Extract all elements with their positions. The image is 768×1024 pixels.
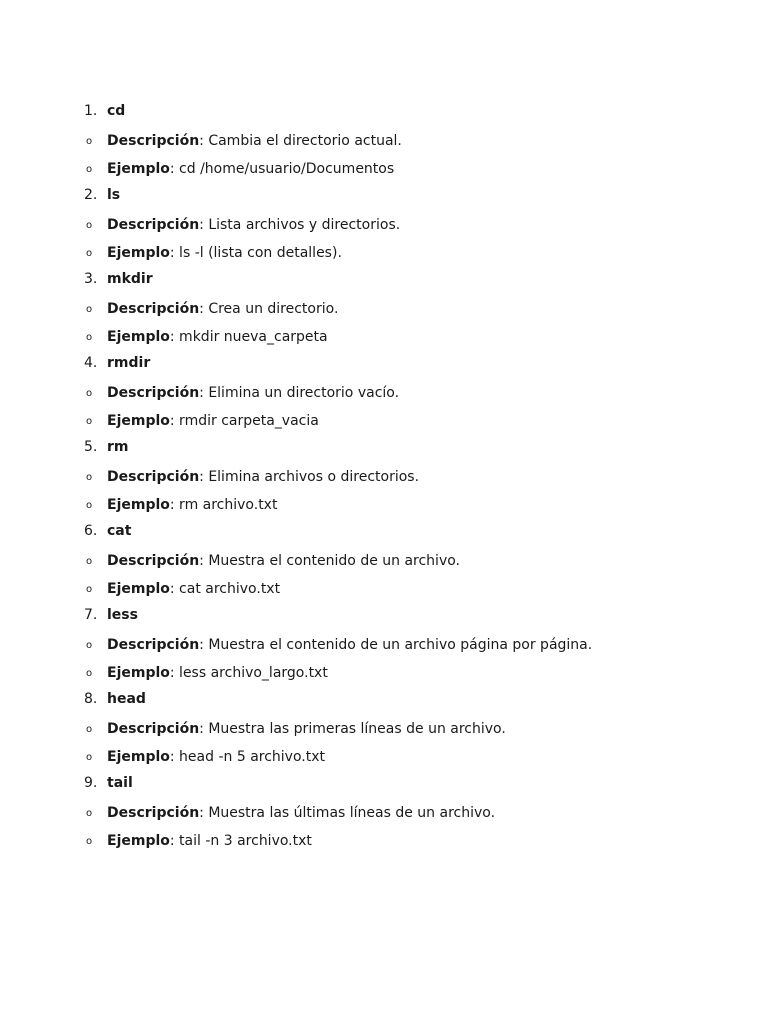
bullet-icon: o (86, 304, 93, 315)
example-value: : ls -l (lista con detalles). (169, 245, 342, 261)
command-heading (0, 99, 768, 123)
description-line (0, 295, 768, 323)
description-value: : Elimina archivos o directorios. (199, 469, 420, 485)
list-number: 6. (84, 523, 98, 539)
bullet-icon: o (86, 136, 93, 147)
sub-item-text (107, 575, 280, 603)
example-line (0, 323, 768, 351)
list-number: 8. (84, 691, 98, 707)
command-item-tail (0, 771, 768, 855)
bullet-icon: o (86, 556, 93, 567)
list-number: 7. (84, 607, 98, 623)
bullet-icon: o (86, 332, 93, 343)
sub-item-text (107, 631, 592, 659)
example-label: Ejemplo (107, 749, 170, 765)
example-label: Ejemplo (107, 329, 170, 345)
command-heading (0, 183, 768, 207)
sub-item-text (107, 491, 277, 519)
description-label: Descripción (107, 385, 200, 401)
bullet-icon: o (86, 808, 93, 819)
description-value: : Muestra el contenido de un archivo. (199, 553, 461, 569)
description-label: Descripción (107, 721, 200, 737)
bullet-icon: o (86, 220, 93, 231)
description-line (0, 799, 768, 827)
example-value: : cat archivo.txt (169, 581, 281, 597)
command-name: tail (107, 775, 133, 791)
command-name: cd (107, 103, 126, 119)
bullet-icon: o (86, 472, 93, 483)
description-label: Descripción (107, 637, 200, 653)
list-number: 4. (84, 355, 98, 371)
command-heading (0, 771, 768, 795)
description-line (0, 127, 768, 155)
command-item-cat (0, 519, 768, 603)
command-heading (0, 435, 768, 459)
example-label: Ejemplo (107, 581, 170, 597)
example-value: : cd /home/usuario/Documentos (169, 161, 395, 177)
description-line (0, 379, 768, 407)
sub-item-text (107, 127, 402, 155)
description-label: Descripción (107, 805, 200, 821)
sub-item-text (107, 295, 338, 323)
example-value: : head -n 5 archivo.txt (169, 749, 325, 765)
bullet-icon: o (86, 724, 93, 735)
example-label: Ejemplo (107, 665, 170, 681)
command-name: cat (107, 523, 132, 539)
command-list (0, 99, 768, 855)
bullet-icon: o (86, 668, 93, 679)
sub-item-text (107, 743, 325, 771)
command-item-rmdir (0, 351, 768, 435)
sub-item-text (107, 715, 506, 743)
sub-item-text (107, 155, 394, 183)
list-number: 3. (84, 271, 98, 287)
command-name: mkdir (107, 271, 153, 287)
list-number: 5. (84, 439, 98, 455)
example-line (0, 575, 768, 603)
bullet-icon: o (86, 248, 93, 259)
command-item-ls (0, 183, 768, 267)
command-item-mkdir (0, 267, 768, 351)
bullet-icon: o (86, 752, 93, 763)
description-label: Descripción (107, 553, 200, 569)
sub-item-text (107, 547, 460, 575)
example-line (0, 827, 768, 855)
bullet-icon: o (86, 164, 93, 175)
example-value: : mkdir nueva_carpeta (169, 329, 328, 345)
example-label: Ejemplo (107, 245, 170, 261)
description-line (0, 211, 768, 239)
bullet-icon: o (86, 416, 93, 427)
command-item-less (0, 603, 768, 687)
command-name: head (107, 691, 146, 707)
sub-item-text (107, 323, 328, 351)
sub-item-text (107, 379, 399, 407)
description-line (0, 463, 768, 491)
description-line (0, 631, 768, 659)
bullet-icon: o (86, 500, 93, 511)
command-name: rmdir (107, 355, 151, 371)
description-value: : Muestra las últimas líneas de un archivo. (199, 805, 496, 821)
sub-item-text (107, 407, 319, 435)
command-name: ls (107, 187, 121, 203)
example-value: : tail -n 3 archivo.txt (169, 833, 312, 849)
bullet-icon: o (86, 584, 93, 595)
command-name: less (107, 607, 138, 623)
command-item-rm (0, 435, 768, 519)
example-line (0, 659, 768, 687)
example-line (0, 239, 768, 267)
example-label: Ejemplo (107, 413, 170, 429)
list-number: 9. (84, 775, 98, 791)
command-heading (0, 351, 768, 375)
command-heading (0, 687, 768, 711)
command-heading (0, 267, 768, 291)
example-value: : rmdir carpeta_vacia (169, 413, 319, 429)
example-line (0, 743, 768, 771)
bullet-icon: o (86, 388, 93, 399)
example-value: : rm archivo.txt (169, 497, 278, 513)
command-name: rm (107, 439, 129, 455)
sub-item-text (107, 827, 312, 855)
description-line (0, 715, 768, 743)
example-line (0, 155, 768, 183)
sub-item-text (107, 659, 328, 687)
description-label: Descripción (107, 133, 200, 149)
command-item-cd (0, 99, 768, 183)
sub-item-text (107, 211, 400, 239)
command-heading (0, 519, 768, 543)
example-line (0, 491, 768, 519)
list-number: 1. (84, 103, 98, 119)
description-line (0, 547, 768, 575)
bullet-icon: o (86, 836, 93, 847)
sub-item-text (107, 239, 342, 267)
command-item-head (0, 687, 768, 771)
description-value: : Crea un directorio. (199, 301, 339, 317)
description-value: : Elimina un directorio vacío. (199, 385, 400, 401)
description-value: : Cambia el directorio actual. (199, 133, 402, 149)
sub-item-text (107, 799, 495, 827)
description-value: : Lista archivos y directorios. (199, 217, 401, 233)
command-heading (0, 603, 768, 627)
description-label: Descripción (107, 217, 200, 233)
description-label: Descripción (107, 469, 200, 485)
sub-item-text (107, 463, 419, 491)
bullet-icon: o (86, 640, 93, 651)
list-number: 2. (84, 187, 98, 203)
example-label: Ejemplo (107, 161, 170, 177)
example-value: : less archivo_largo.txt (169, 665, 328, 681)
example-label: Ejemplo (107, 833, 170, 849)
description-value: : Muestra el contenido de un archivo página por página. (199, 637, 593, 653)
description-label: Descripción (107, 301, 200, 317)
example-line (0, 407, 768, 435)
example-label: Ejemplo (107, 497, 170, 513)
description-value: : Muestra las primeras líneas de un archivo. (199, 721, 506, 737)
